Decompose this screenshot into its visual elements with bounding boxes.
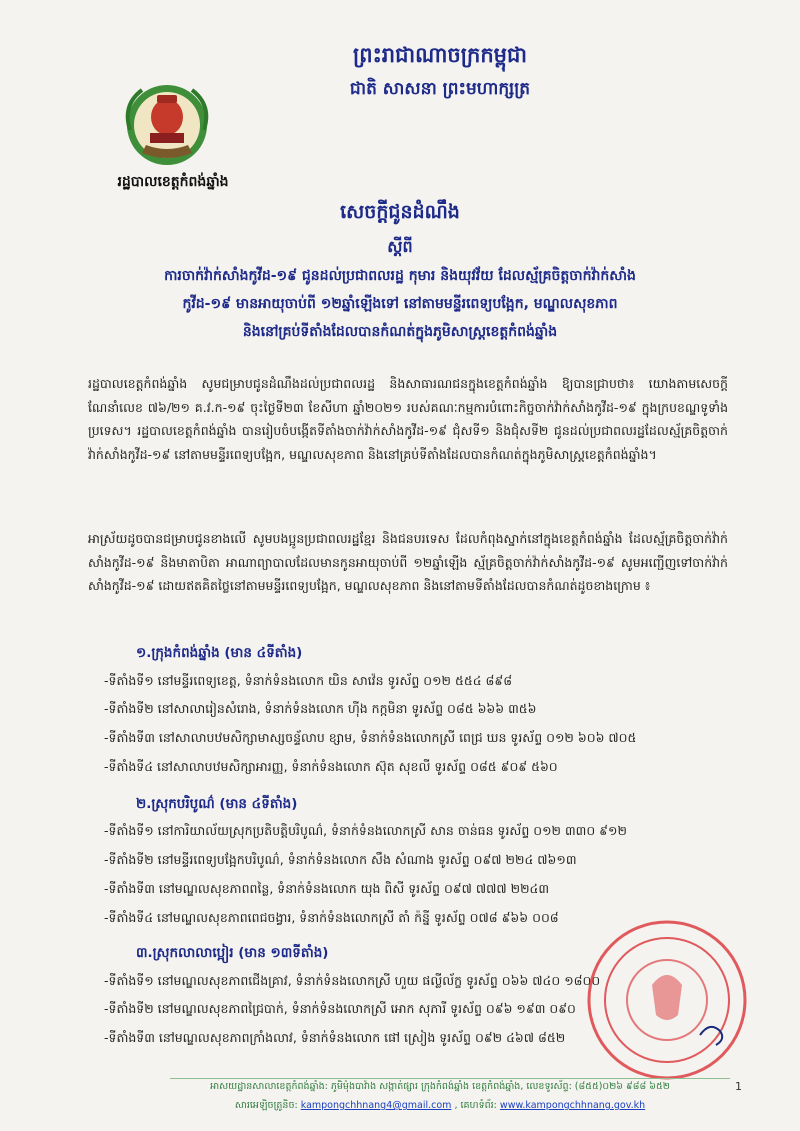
footer-contact	[150, 1099, 730, 1113]
subject-line: និងនៅគ្រប់ទីតាំងដែលបានកំណត់ក្នុងភូមិសាស្ត្រខេត្តកំពង់ឆ្នាំង	[242, 324, 558, 340]
official-stamp-icon	[582, 915, 752, 1085]
email-label: សារអេឡិចត្រូនិច:	[234, 1100, 298, 1111]
site-entry: -ទីតាំងទី២ នៅសាលារៀនសំរោង, ទំនាក់ទំនងលោក ហ៊ីង កក្កមិនា ទូរស័ព្ទ ០៨៥ ៦៦៦ ៣៥៦	[104, 701, 537, 716]
website-link[interactable]: www.kampongchhnang.gov.kh	[499, 1100, 646, 1111]
site-entry: -ទីតាំងទី១ នៅការិយាល័យស្រុកប្រតិបត្តិបរិបូណ៌, ទំនាក់ទំនងលោកស្រី សាន ចាន់ធន ទូរស័ព្ទ ០១២ ៣៣០ ៩១២	[104, 823, 627, 838]
site-entry: -ទីតាំងទី២ នៅមន្ទីរពេទ្យបង្អែកបរិបូណ៌, ទំនាក់ទំនងលោក សឹង សំណាង ទូរស័ព្ទ ០៩៧ ២២៤ ៧៦១៣	[104, 852, 577, 867]
site-entry: -ទីតាំងទី៣ នៅមណ្ឌលសុខភាពពន្លៃ, ទំនាក់ទំនងលោក យុង ពិសី ទូរស័ព្ទ ០៩៧ ៧៧៧ ២២៤៣	[104, 881, 550, 896]
notice-title: សេចក្តីជូនដំណឹង	[340, 201, 460, 223]
notice-about: ស្តីពី	[387, 237, 413, 256]
issuing-authority: រដ្ឋបាលខេត្តកំពង់ឆ្នាំង	[117, 174, 229, 190]
subject-line: កូវីដ-១៩ មានអាយុចាប់ពី ១២ឆ្នាំឡើងទៅ នៅតាមមន្ទីរពេទ្យបង្អែក, មណ្ឌលសុខភាព	[182, 296, 618, 312]
footer-divider	[170, 1078, 730, 1079]
footer-address: អាសយដ្ឋានសាលាខេត្តកំពង់ឆ្នាំង: ភូមិម៉ុងបាវ៉ាង សង្កាត់ផ្សារ ក្រុងកំពង់ឆ្នាំង ខេត្តកំពង់ឆ្នាំង, លេខទូរស័ព្ទ: (៨៥៥)០២៦ ៩៨៨ ៦៥២	[210, 1081, 670, 1092]
subject-line: ការចាក់វ៉ាក់សាំងកូវីដ-១៩ ជូនដល់ប្រជាពលរដ្ឋ កុមារ និងយុវវ័យ ដែលស្ម័គ្រចិត្តចាក់វ៉ាក់សាំង	[164, 268, 636, 284]
site-entry: -ទីតាំងទី១ នៅមណ្ឌលសុខភាពជើងគ្រាវ, ទំនាក់ទំនងលោកស្រី ហួយ ផល្លីល័ក្ខ ទូរស័ព្ទ ០៦៦ ៧៤០ ១៨០០	[104, 973, 601, 988]
site-entry: -ទីតាំងទី៣ នៅសាលាបឋមសិក្សាមាស្សចន្ទ័លាប ខ្សាម, ទំនាក់ទំនងលោកស្រី ពេជ្រ ឃន ទូរស័ព្ទ ០១២ ៦០៦ ៧០៥	[104, 730, 637, 745]
notice-subject	[80, 262, 720, 346]
district-heading: ១.ក្រុងកំពង់ឆ្នាំង (មាន ៤ទីតាំង)	[136, 645, 303, 661]
website-label: , គេហទំព័រ:	[454, 1100, 497, 1111]
district-heading: ៣.ស្រុកលាលាប្អៀរ (មាន ១៣ទីតាំង)	[136, 945, 329, 961]
page-number: 1	[735, 1080, 742, 1093]
site-entry: -ទីតាំងទី៤ នៅសាលាបឋមសិក្សាអារញ្ញ, ទំនាក់ទំនងលោក ស៊ុត សុខលី ទូរស័ព្ទ ០៨៥ ៩០៩ ៥៦០	[104, 759, 558, 774]
site-entry: -ទីតាំងទី១ នៅមន្ទីរពេទ្យខេត្ត, ទំនាក់ទំនងលោក យិន សាវ៉េន ទូរស័ព្ទ ០១២ ៥៥៤ ៨៩៨	[104, 673, 513, 688]
national-motto: ជាតិ សាសនា ព្រះមហាក្សត្រ	[349, 79, 531, 99]
site-entry: -ទីតាំងទី២ នៅមណ្ឌលសុខភាពជ្រៃបាក់, ទំនាក់ទំនងលោកស្រី អោក សុភារី ទូរស័ព្ទ ០៩៦ ១៩៣ ០៩០	[104, 1001, 576, 1016]
kingdom-heading: ព្រះរាជាណាចក្រកម្ពុជា	[352, 42, 527, 67]
email-link[interactable]: kampongchhnang4@gmail.com	[300, 1100, 452, 1111]
call-to-action-paragraph: អាស្រ័យដូចបានជម្រាបជូនខាងលើ សូមបងប្អូនប្រជាពលរដ្ឋខ្មែរ និងជនបរទេស ដែលកំពុងស្នាក់នៅក្នុងខេត្តកំពង់ឆ្នាំង ដែលស្ម័គ្រចិត្តចាក់វ៉ាក់សាំងកូវីដ-១៩ និងមាតាបិតា អាណាព្យាបាលដែលមានកូនអាយុចាប់ពី ១២ឆ្នាំឡើង ស្ម័គ្រចិត្តចាក់វ៉ាក់សាំងកូវីដ-១៩ សូមអញ្ជើញទៅចាក់វ៉ាក់សាំងកូវីដ-១៩ ដោយឥតគិតថ្លៃនៅតាមមន្ទីរពេទ្យបង្អែក, មណ្ឌលសុខភាព និងនៅតាមទីតាំងដែលបានកំណត់ដូចខាងក្រោម ៖	[88, 531, 728, 593]
provincial-emblem-icon	[112, 75, 222, 175]
site-entry: -ទីតាំងទី៤ នៅមណ្ឌលសុខភាពពេជចង្វារ, ទំនាក់ទំនងលោកស្រី តាំ ក៉ន្នី ទូរស័ព្ទ ០៧៨ ៩៦៦ ០០៨	[104, 910, 559, 925]
site-entry: -ទីតាំងទី៣ នៅមណ្ឌលសុខភាពក្រាំងលាវ, ទំនាក់ទំនងលោក ផៅ ស្រៀង ទូរស័ព្ទ ០៩២ ៤៦៧ ៨៥២	[104, 1030, 566, 1045]
district-heading: ២.ស្រុកបរិបូណ៌ (មាន ៤ទីតាំង)	[136, 796, 298, 812]
intro-paragraph: រដ្ឋបាលខេត្តកំពង់ឆ្នាំង សូមជម្រាបជូនដំណឹងដល់ប្រជាពលរដ្ឋ និងសាធារណជនក្នុងខេត្តកំពង់ឆ្នាំង ឱ្យបានជ្រាបថា៖ យោងតាមសេចក្តីណែនាំលេខ ៧៦/២១ គ.វ.ក-១៩ ចុះថ្ងៃទី២៣ ខែសីហា ឆ្នាំ២០២១ របស់គណៈកម្មការបំពោះកិច្ចចាក់វ៉ាក់សាំងកូវីដ-១៩ ក្នុងក្របខណ្ឌទូទាំងប្រទេស។ រដ្ឋបាលខេត្តកំពង់ឆ្នាំង បានរៀបចំបង្កើតទីតាំងចាក់វ៉ាក់សាំងកូវីដ-១៩ ជុំសទី១ និងជុំសទី២ ជូនដល់ប្រជាពលរដ្ឋដែលស្ម័គ្រចិត្តចាក់វ៉ាក់សាំងកូវីដ-១៩ នៅតាមមន្ទីរពេទ្យបង្អែក, មណ្ឌលសុខភាព និងនៅគ្រប់ទីតាំងដែលបានកំណត់ក្នុងភូមិសាស្ត្រខេត្តកំពង់ឆ្នាំង។	[88, 376, 728, 462]
